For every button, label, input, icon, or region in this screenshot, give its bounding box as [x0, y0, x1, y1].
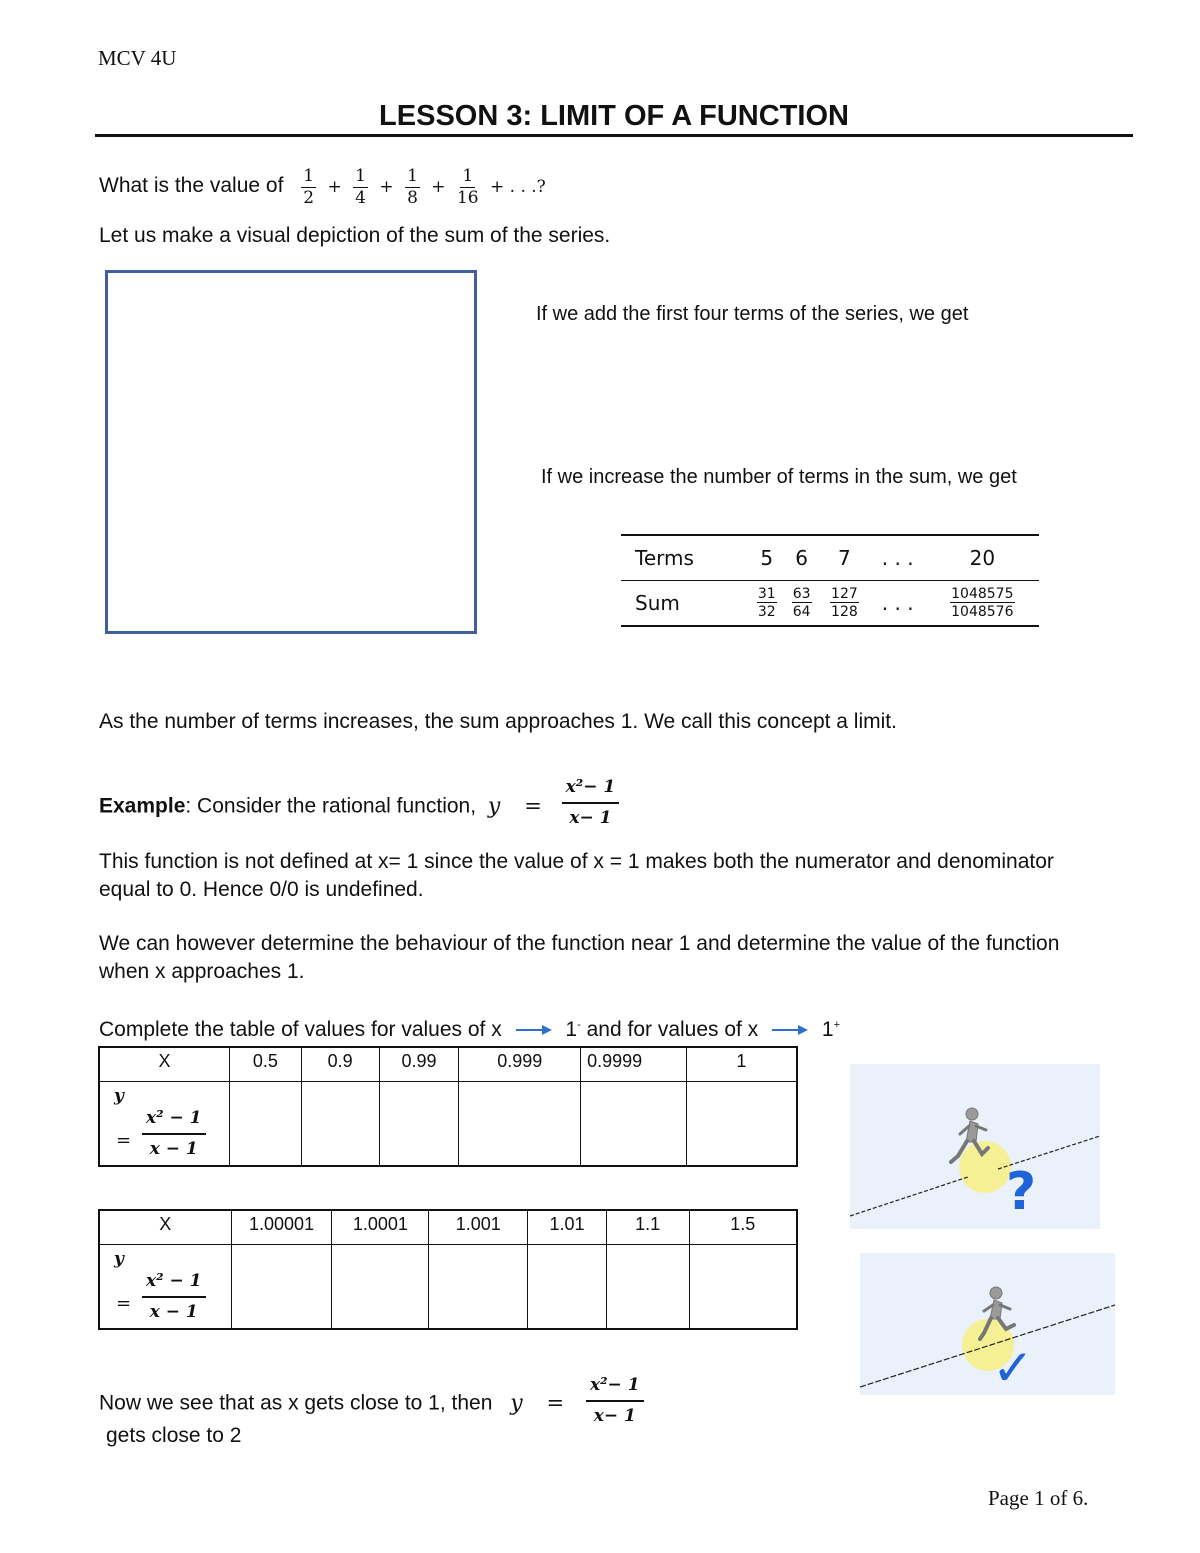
term-1: $\frac{1}{2}$: [303, 166, 315, 208]
title-underline: [95, 134, 1133, 137]
example-text: : Consider the rational function,: [185, 794, 477, 818]
limit-result: gets close to 2: [106, 1424, 242, 1447]
y-row: [99, 1082, 797, 1167]
checkmark-icon: ✓: [992, 1339, 1034, 1395]
y-symbol: y: [510, 1390, 523, 1416]
x-value: 1.00001: [231, 1210, 332, 1245]
x-value: 0.5: [230, 1047, 302, 1082]
y-label: y = x² − 1 x − 1: [99, 1245, 231, 1330]
x-value: 0.999: [459, 1047, 581, 1082]
x-value: 0.99: [379, 1047, 459, 1082]
series-expression: $\frac{1}{2}$ + $\frac{1}{4}$ + $\frac{1}{8}$ + $\frac{1}{16}$ + . . .?: [303, 166, 546, 208]
y-label: y = x² − 1 x − 1: [99, 1082, 230, 1167]
question-prefix: What is the value of: [99, 174, 284, 197]
rational-function: $\frac{\text{x²− 1}}{x- 1}$: [562, 779, 620, 827]
y-input-cell[interactable]: [230, 1082, 302, 1167]
not-defined-text: This function is not defined at x= 1 since the value of x = 1 makes both the numerator and denominator equal to 0. Hence 0/0 is undefined.: [99, 850, 1054, 901]
behaviour-text: We can however determine the behaviour of the function near 1 and determine the value of the function when x approaches 1.: [99, 932, 1060, 983]
x-value: 1: [686, 1047, 797, 1082]
equals-symbol: =: [524, 793, 542, 818]
y-input-cell[interactable]: [332, 1245, 429, 1330]
y-input-cell[interactable]: [689, 1245, 797, 1330]
rational-function: $\frac{\text{x²− 1}}{x- 1}$: [586, 1377, 644, 1425]
sum-cell: . . .: [870, 581, 926, 627]
series-question: [99, 168, 552, 207]
term-2: $\frac{1}{4}$: [355, 166, 366, 208]
y-input-cell[interactable]: [686, 1082, 797, 1167]
x-row: [99, 1047, 797, 1082]
y-input-cell[interactable]: [459, 1082, 581, 1167]
y-row: [99, 1245, 797, 1330]
sum-cell: $\frac{1048575}{1048576}$: [926, 581, 1039, 627]
sum-row: [621, 581, 1039, 627]
terms-label: Terms: [621, 535, 749, 581]
conclusion-line: Now we see that as x gets close to 1, then y = $\frac{\text{x²− 1}}{x- 1}$: [99, 1380, 644, 1428]
x-value: 1.001: [429, 1210, 528, 1245]
complete-instruction: Complete the table of values for values of x 1- and for values of x 1+: [99, 1018, 841, 1041]
arrow-right-icon: [514, 1023, 554, 1037]
arrow-right-icon: [770, 1023, 810, 1037]
sum-label: Sum: [621, 581, 749, 627]
x-label: X: [99, 1210, 231, 1245]
y-input-cell[interactable]: [429, 1245, 528, 1330]
visual-intro: Let us make a visual depiction of the sum of the series.: [99, 224, 611, 247]
y-input-cell[interactable]: [581, 1082, 687, 1167]
x-value: 1.0001: [332, 1210, 429, 1245]
sum-table: [621, 534, 1039, 627]
example-label: Example: [99, 794, 186, 818]
terms-cell: 20: [926, 535, 1039, 581]
course-code: MCV 4U: [98, 46, 177, 70]
runner-gap-illustration: [850, 1064, 1100, 1229]
increase-text: If we increase the number of terms in the sum, we get: [541, 466, 1017, 488]
values-table-right: [98, 1209, 798, 1330]
x-value: 1.5: [689, 1210, 797, 1245]
example-line: [99, 777, 619, 831]
runner-success-illustration: [860, 1253, 1115, 1395]
x-value: 1.1: [606, 1210, 689, 1245]
terms-cell: 7: [819, 535, 870, 581]
sum-cell: $\frac{31}{32}$: [749, 581, 784, 627]
y-input-cell[interactable]: [528, 1245, 607, 1330]
term-4: $\frac{1}{16}$: [456, 166, 479, 208]
sum-cell: $\frac{63}{64}$: [784, 581, 819, 627]
equals-symbol: =: [546, 1390, 565, 1415]
terms-cell: 6: [784, 535, 819, 581]
x-value: 0.9: [301, 1047, 379, 1082]
x-value: 1.01: [528, 1210, 607, 1245]
y-input-cell[interactable]: [606, 1245, 689, 1330]
y-input-cell[interactable]: [301, 1082, 379, 1167]
approach-text: As the number of terms increases, the sum approaches 1. We call this concept a limit.: [99, 710, 897, 733]
values-table-left: [98, 1046, 798, 1167]
term-3: $\frac{1}{8}$: [407, 166, 418, 208]
x-label: X: [99, 1047, 230, 1082]
question-mark-icon: ?: [1006, 1162, 1037, 1222]
y-input-cell[interactable]: [379, 1082, 459, 1167]
series-ellipsis: + . . .?: [490, 177, 546, 197]
y-symbol: y: [487, 793, 501, 819]
terms-cell: . . .: [870, 535, 926, 581]
terms-row: [621, 535, 1039, 581]
x-value: 0.9999: [581, 1047, 687, 1082]
x-row: [99, 1210, 797, 1245]
page-number: Page 1 of 6.: [988, 1486, 1089, 1510]
terms-cell: 5: [749, 535, 784, 581]
sum-cell: $\frac{127}{128}$: [819, 581, 870, 627]
page-title: LESSON 3: LIMIT OF A FUNCTION: [379, 100, 849, 132]
first-four-text: If we add the first four terms of the series, we get: [536, 303, 969, 325]
visual-depiction-box: [105, 270, 477, 634]
y-input-cell[interactable]: [231, 1245, 332, 1330]
